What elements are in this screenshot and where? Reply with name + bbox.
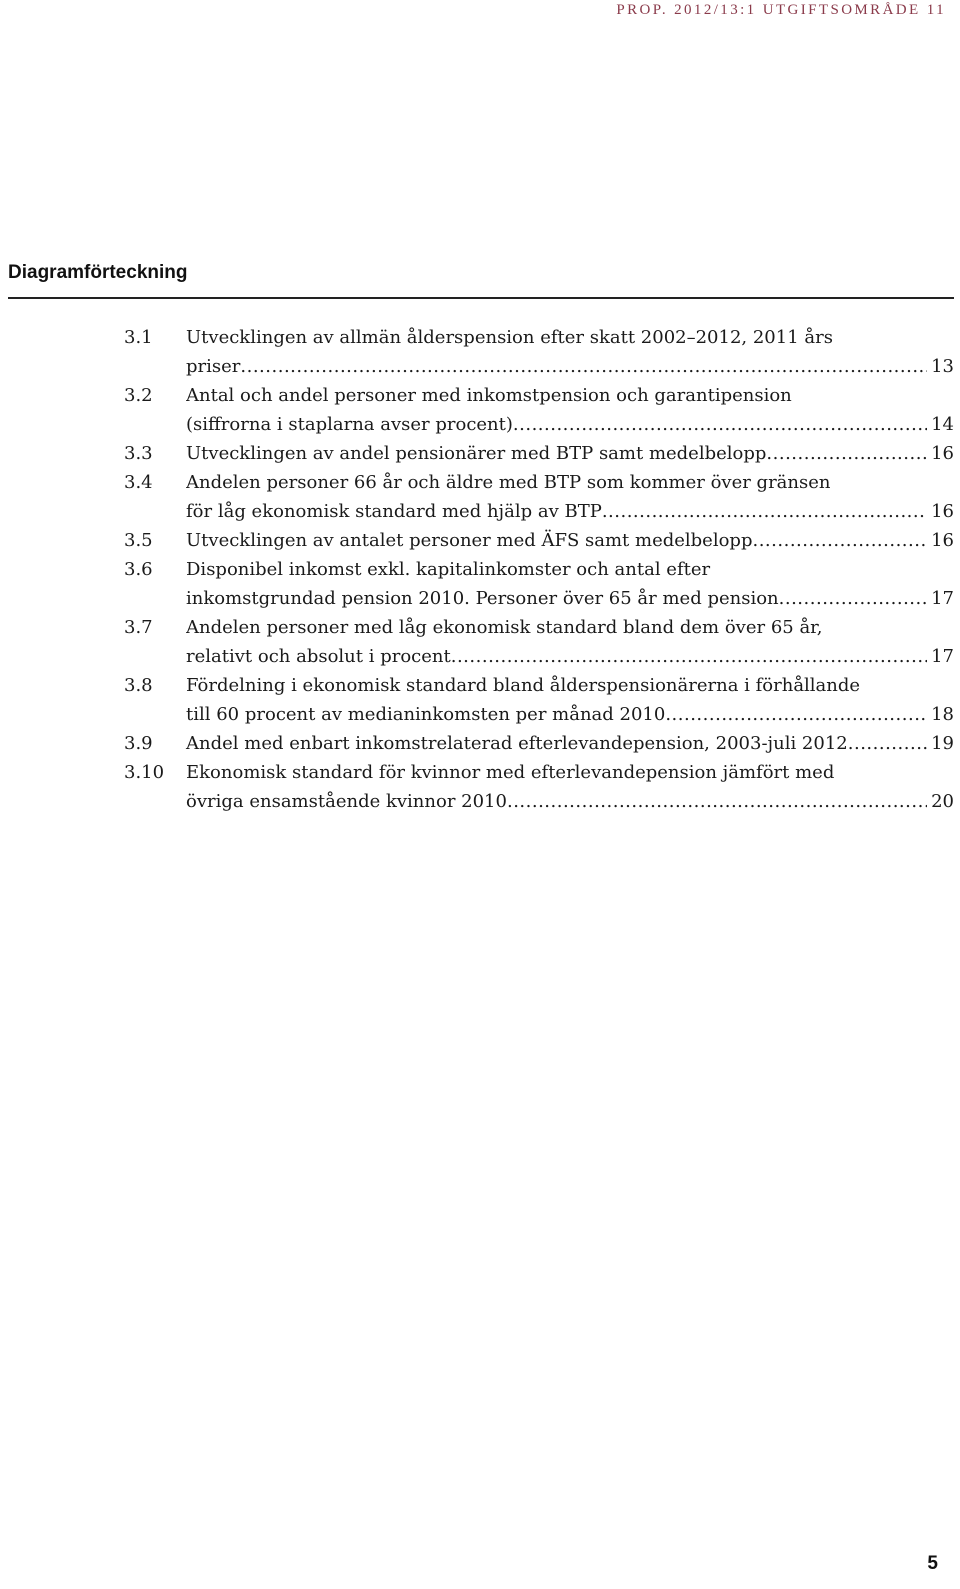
toc-entry-title-line: priser [186, 356, 241, 377]
toc-entry[interactable] [124, 381, 954, 439]
toc-entry-page[interactable]: 18 [931, 704, 954, 725]
toc-entry[interactable] [124, 526, 954, 555]
toc-entry-page[interactable]: 20 [931, 791, 954, 812]
toc-entry-number: 3.9 [124, 733, 153, 754]
dot-leader [451, 642, 927, 671]
toc-entry-page[interactable]: 13 [931, 356, 954, 377]
section-title: Diagramförteckning [8, 262, 188, 283]
toc-entry-title-line: relativt och absolut i procent [186, 646, 451, 667]
toc-entry-number: 3.7 [124, 617, 153, 638]
toc-entry-title-line: Andelen personer med låg ekonomisk standard bland dem över 65 år, [186, 617, 823, 638]
toc-entry[interactable] [124, 439, 954, 468]
table-of-figures [124, 323, 954, 816]
toc-entry-page[interactable]: 16 [931, 443, 954, 464]
toc-entry-number: 3.4 [124, 472, 153, 493]
toc-entry-last-line [186, 787, 954, 816]
dot-leader [752, 526, 927, 555]
toc-entry-number: 3.5 [124, 530, 153, 551]
toc-entry-body [186, 439, 954, 468]
toc-entry-page[interactable]: 16 [931, 530, 954, 551]
toc-entry-body [186, 729, 954, 758]
dot-leader [602, 497, 927, 526]
toc-entry-number: 3.6 [124, 559, 153, 580]
toc-entry-title-line: Utvecklingen av andel pensionärer med BTP samt medelbelopp [186, 443, 767, 464]
dot-leader [779, 584, 927, 613]
toc-entry-title-line: Fördelning i ekonomisk standard bland ålderspensionärerna i förhållande [186, 675, 861, 696]
toc-entry-page[interactable]: 16 [931, 501, 954, 522]
toc-entry-title-line: Andelen personer 66 år och äldre med BTP som kommer över gränsen [186, 472, 831, 493]
toc-entry-body [186, 323, 954, 381]
dot-leader [513, 410, 927, 439]
dot-leader [240, 352, 927, 381]
toc-entry-body [186, 613, 954, 671]
toc-entry-title-line: Utvecklingen av allmän ålderspension efter skatt 2002–2012, 2011 års [186, 327, 833, 348]
toc-entry-number: 3.2 [124, 385, 153, 406]
title-divider [8, 297, 954, 299]
toc-entry-title-line: för låg ekonomisk standard med hjälp av BTP [186, 501, 602, 522]
toc-entry-title-line: Antal och andel personer med inkomstpension och garantipension [186, 385, 792, 406]
toc-entry-last-line [186, 700, 954, 729]
toc-entry[interactable] [124, 555, 954, 613]
toc-entry-title-line: Andel med enbart inkomstrelaterad efterlevandepension, 2003-juli 2012 [186, 733, 848, 754]
toc-entry[interactable] [124, 758, 954, 816]
dot-leader [848, 729, 927, 758]
toc-entry-body [186, 758, 954, 816]
toc-entry[interactable] [124, 323, 954, 381]
dot-leader [507, 787, 927, 816]
toc-entry-page[interactable]: 17 [931, 646, 954, 667]
toc-entry[interactable] [124, 468, 954, 526]
toc-entry-last-line [186, 410, 954, 439]
toc-entry-number: 3.8 [124, 675, 153, 696]
toc-entry-last-line [186, 439, 954, 468]
toc-entry-last-line [186, 497, 954, 526]
toc-entry-last-line [186, 729, 954, 758]
toc-entry-title-line: till 60 procent av medianinkomsten per månad 2010 [186, 704, 666, 725]
toc-entry-body [186, 671, 954, 729]
toc-entry-last-line [186, 526, 954, 555]
toc-entry-body [186, 468, 954, 526]
toc-entry-body [186, 555, 954, 613]
toc-entry-page[interactable]: 14 [931, 414, 954, 435]
toc-entry[interactable] [124, 671, 954, 729]
toc-entry-title-line: inkomstgrundad pension 2010. Personer över 65 år med pension [186, 588, 779, 609]
page-number: 5 [927, 1553, 938, 1574]
toc-entry-number: 3.3 [124, 443, 153, 464]
toc-entry-last-line [186, 352, 954, 381]
toc-entry-title-line: (siffrorna i staplarna avser procent) [186, 414, 513, 435]
toc-entry[interactable] [124, 729, 954, 758]
dot-leader [766, 439, 927, 468]
toc-entry-last-line [186, 584, 954, 613]
toc-entry-title-line: övriga ensamstående kvinnor 2010 [186, 791, 507, 812]
running-header: PROP. 2012/13:1 UTGIFTSOMRÅDE 11 [616, 2, 946, 18]
toc-entry-page[interactable]: 19 [931, 733, 954, 754]
toc-entry-number: 3.10 [124, 762, 165, 783]
toc-entry-page[interactable]: 17 [931, 588, 954, 609]
toc-entry-title-line: Ekonomisk standard för kvinnor med efterlevandepension jämfört med [186, 762, 835, 783]
toc-entry-body [186, 381, 954, 439]
toc-entry-number: 3.1 [124, 327, 153, 348]
toc-entry-title-line: Utvecklingen av antalet personer med ÄFS samt medelbelopp [186, 530, 753, 551]
toc-entry-title-line: Disponibel inkomst exkl. kapitalinkomster och antal efter [186, 559, 711, 580]
toc-entry-last-line [186, 642, 954, 671]
dot-leader [665, 700, 927, 729]
toc-entry-body [186, 526, 954, 555]
toc-entry[interactable] [124, 613, 954, 671]
